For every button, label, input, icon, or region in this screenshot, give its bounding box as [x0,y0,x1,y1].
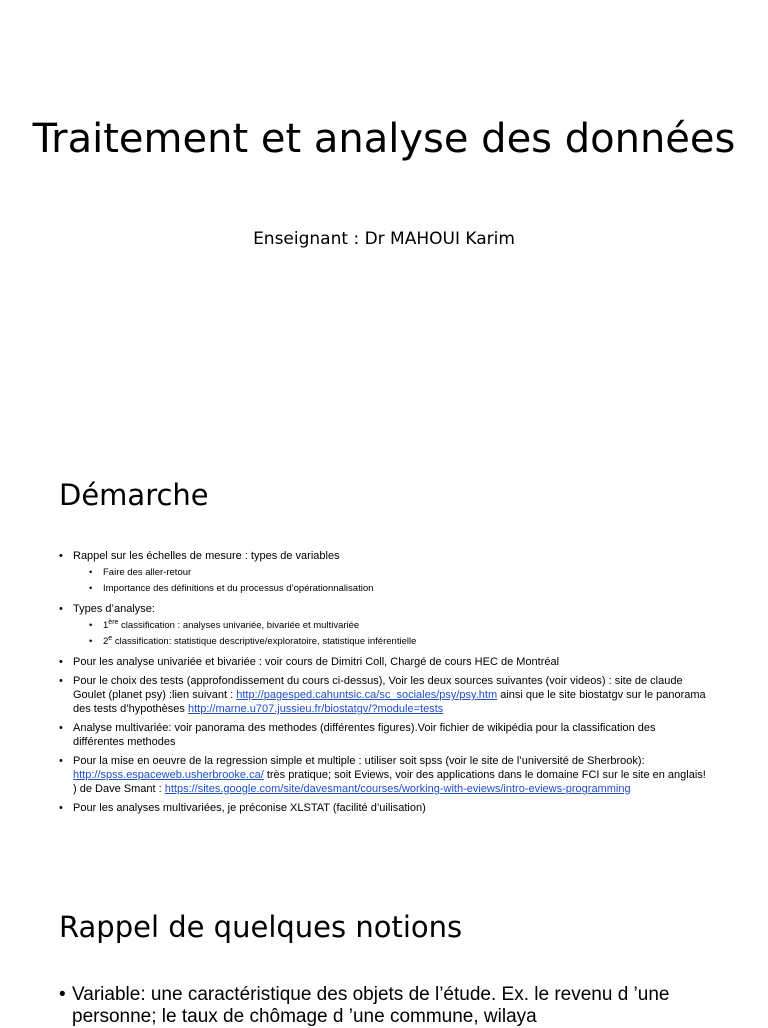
sub-list-item [73,634,709,650]
ordinal-suffix: e [108,634,113,642]
notion-item [59,984,739,1028]
list-item-text: Rappel sur les échelles de mesure : types de variables [73,550,340,562]
slide-heading: Démarche [59,478,209,512]
notions-slide [0,880,768,1027]
list-item-text: Pour le choix des tests (approfondissement du cours ci-dessus), Voir les deux sources suivantes (voir videos) : site de claude Goulet (planet psy) :lien suivant : [73,675,683,701]
presentation-title: Traitement et analyse des données [32,116,736,162]
presentation-subtitle: Enseignant : Dr MAHOUI Karim [253,229,515,249]
sub-list-item [73,618,709,634]
list-item [59,754,709,796]
slide-heading: Rappel de quelques notions [59,910,463,944]
list-item [59,602,709,650]
eviews-link[interactable]: https://sites.google.com/site/davesmant/courses/working-with-eviews/intro-eviews-programming [164,783,631,795]
list-item [59,721,709,749]
sub-list-text: classification : analyses univariée, bivariée et multivariée [118,620,360,631]
list-item-text: très pratique; soit Eviews, voir des applications dans le domaine FCI sur le site en anglais! ) de Dave Smant : [73,769,706,795]
list-item-text: Pour la mise en oeuvre de la regression simple et multiple : utiliser soit spss (voir le site de l’université de Sherbrook): [73,755,645,767]
title-slide [0,0,768,440]
list-item [59,674,709,716]
list-item-text: Types d’analyse: [73,603,155,615]
ordinal-number: 1 [103,620,109,631]
notion-definition: : une caractéristique des objets de l’étude. Ex. le revenu d ’une personne; le taux de chômage d ’une commune, wilaya [72,984,670,1027]
sub-list-item: • Faire des aller-retour [73,565,709,581]
ordinal-suffix: ère [108,618,119,626]
sub-list-item: • Importance des définitions et du processus d’opérationnalisation [73,581,709,597]
ordinal-number: 2 [103,636,109,647]
list-item-text: Pour les analyses multivariées, je préconise XLSTAT (facilité d’uilisation) [73,802,426,814]
list-item-text: Pour les analyse univariée et bivariée : voir cours de Dimitri Coll, Chargé de cours HEC de Montréal [73,656,560,668]
demarche-slide [0,440,768,880]
spss-link[interactable]: http://spss.espaceweb.usherbrooke.ca/ [73,769,264,781]
bullet-icon: • [59,984,66,1005]
planet-psy-link[interactable]: http://pagesped.cahuntsic.ca/sc_sociales/psy/psy.htm [236,689,498,701]
list-item [59,655,709,669]
list-item-text: Analyse multivariée: voir panorama des methodes (différentes figures).Voir fichier de wikipédia pour la classification des différentes methodes [73,722,656,748]
list-item [59,549,709,597]
biostatgv-link[interactable]: http://marne.u707.jussieu.fr/biostatgv/?module=tests [187,703,444,715]
bullet-list [59,549,709,820]
sub-list [73,565,709,597]
sub-list-text: classification: statistique descriptive/exploratoire, statistique inférentielle [112,636,417,647]
notion-text [59,984,739,1028]
list-item-text: ainsi que le site biostatgv sur le panorama des tests d’hypothèses [73,689,706,715]
list-item [59,801,709,815]
sub-list [73,618,709,650]
notion-term: Variable [72,984,141,1005]
